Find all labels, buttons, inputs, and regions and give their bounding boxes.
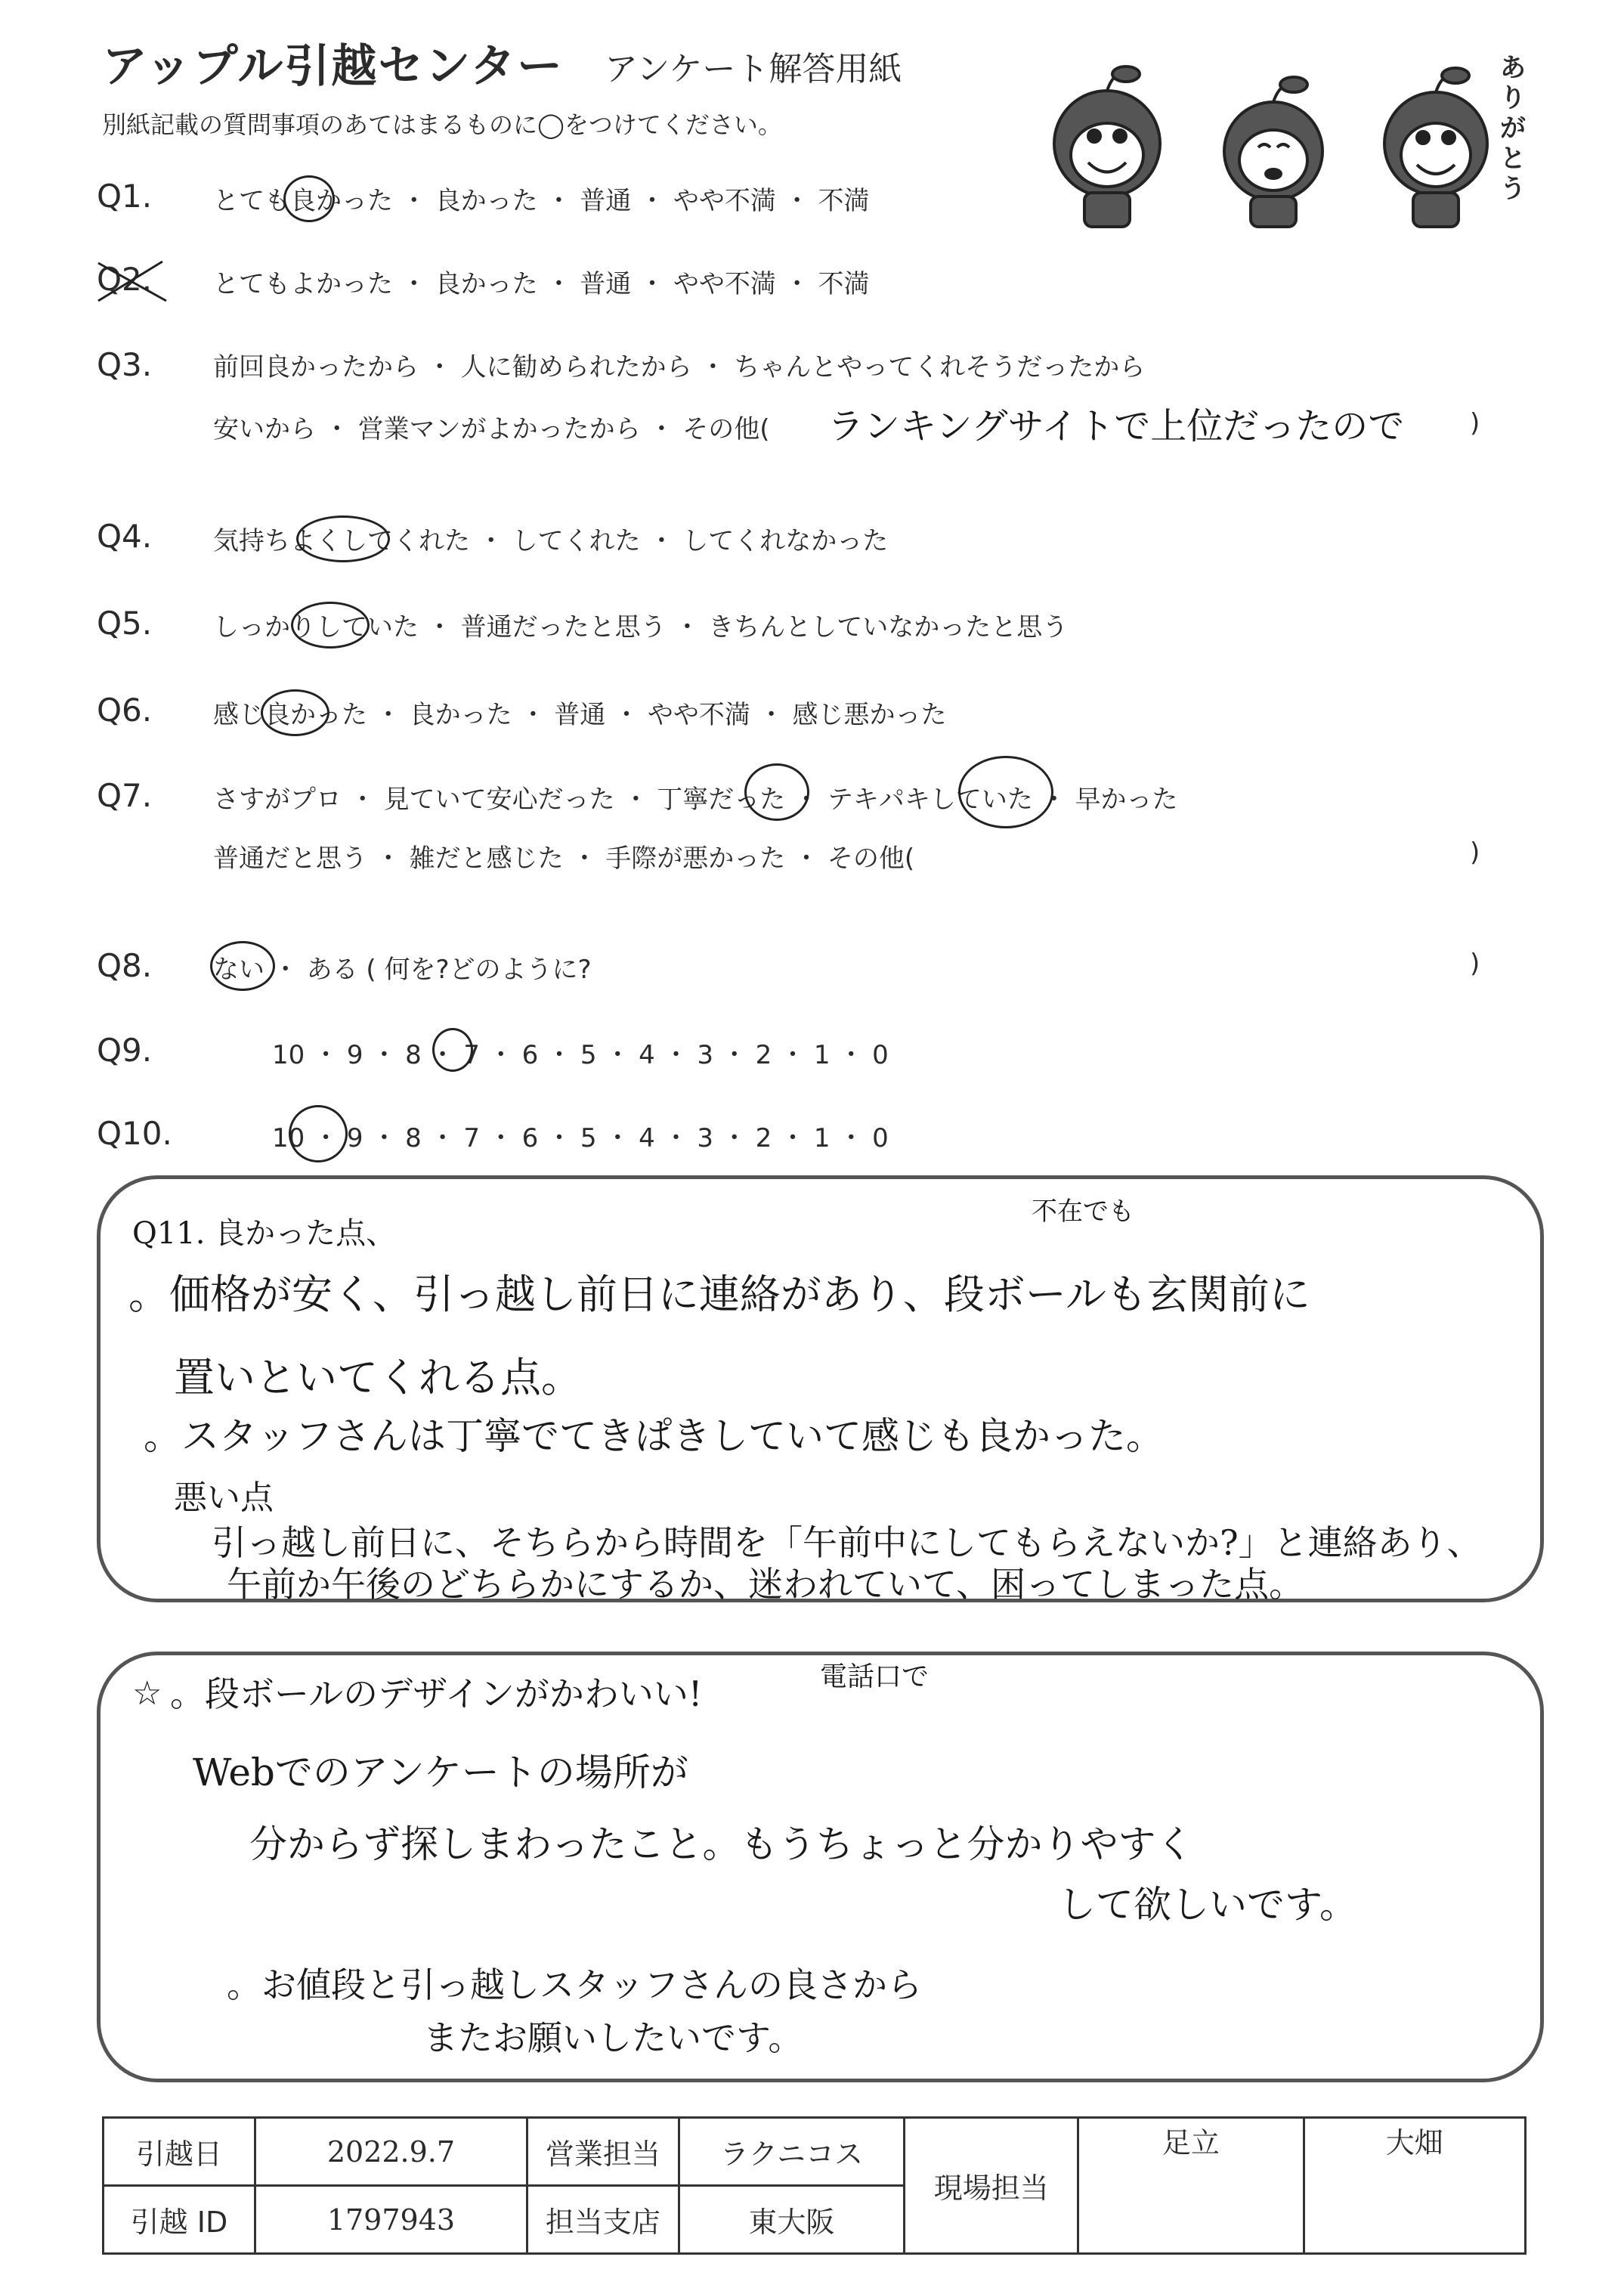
q9-answer-circle (432, 1028, 473, 1072)
branch-value: 東大阪 (679, 2186, 904, 2254)
form-title: アップル引越センター (102, 40, 564, 93)
instruction-text: 別紙記載の質問事項のあてはまるものに◯をつけてください。 (102, 110, 782, 139)
comment-insert-note: 電話口で (820, 1661, 930, 1692)
q4-answer-circle (296, 515, 390, 562)
mascot-caption: ありがとう (1500, 53, 1526, 204)
mascot-2-icon (1224, 77, 1322, 227)
q2-label: Q2. (97, 261, 153, 298)
sales-value: ラクニコス (679, 2118, 904, 2186)
q11-label: Q11. 良かった点、 (132, 1216, 397, 1251)
site-label: 現場担当 (905, 2118, 1078, 2254)
comment-line-6: またお願いしたいです。 (423, 2017, 803, 2058)
comment-line-2: Webでのアンケートの場所が (193, 1751, 688, 1794)
q10-scale: 10 ・ 9 ・ 8 ・ 7 ・ 6 ・ 5 ・ 4 ・ 3 ・ 2 ・ 1 ・ 0 (272, 1123, 889, 1153)
sales-label: 営業担当 (527, 2118, 679, 2186)
q9-label: Q9. (97, 1032, 153, 1069)
q11-line-5: 引っ越し前日に、そちらから時間を「午前中にしてもらえないか?」と連絡あり、 (212, 1522, 1482, 1563)
q2-options: とてもよかった ・ 良かった ・ 普通 ・ やや不満 ・ 不満 (213, 269, 870, 299)
moving-id-label: 引越 ID (104, 2186, 255, 2254)
moving-date-value: 2022.9.7 (255, 2118, 527, 2186)
comment-line-5: 。お値段と引っ越しスタッフさんの良さから (227, 1964, 922, 2005)
q11-line-3: 。スタッフさんは丁寧でてきぱきしていて感じも良かった。 (144, 1414, 1164, 1458)
q6-answer-circle (261, 689, 329, 736)
q7-close-paren: ) (1470, 837, 1480, 868)
q1-label: Q1. (97, 178, 153, 215)
q8-label: Q8. (97, 947, 153, 984)
q3-label: Q3. (97, 346, 153, 383)
q7-answer-circle-1 (744, 763, 809, 821)
q3-options-line1: 前回良かったから ・ 人に勧められたから ・ ちゃんとやってくれそうだったから (213, 352, 1146, 382)
q11-line-2: 置いといてくれる点。 (174, 1354, 582, 1401)
moving-id-value: 1797943 (255, 2186, 527, 2254)
site-staff-1: 足立 (1078, 2118, 1304, 2254)
q11-insert-note: 不在でも (1032, 1197, 1134, 1227)
q10-answer-circle (289, 1105, 348, 1162)
q6-options: 感じ良かった ・ 良かった ・ 普通 ・ やや不満 ・ 感じ悪かった (213, 700, 947, 730)
site-staff-2: 大畑 (1304, 2118, 1525, 2254)
q6-label: Q6. (97, 692, 153, 729)
q5-answer-circle (291, 602, 370, 649)
star-mark: ☆ (132, 1674, 162, 1713)
q2-strike-mark (91, 255, 174, 308)
branch-label: 担当支店 (527, 2186, 679, 2254)
q8-answer-circle (210, 941, 275, 991)
q7-options-line1: さすがプロ ・ 見ていて安心だった ・ 丁寧だった ・ テキパキしていた ・ 早かった (213, 785, 1178, 815)
q11-line-1: 。価格が安く、引っ越し前日に連絡があり、段ボールも玄関前に (128, 1271, 1310, 1318)
q9-scale: 10 ・ 9 ・ 8 ・ 7 ・ 6 ・ 5 ・ 4 ・ 3 ・ 2 ・ 1 ・ 0 (272, 1040, 889, 1070)
comment-line-3: 分からず探しまわったこと。もうちょっと分かりやすく (249, 1822, 1194, 1866)
q3-other-answer: ランキングサイトで上位だったので (827, 405, 1405, 447)
q4-options: 気持ちよくしてくれた ・ してくれた ・ してくれなかった (213, 526, 889, 556)
q3-options-line2: 安いから ・ 営業マンがよかったから ・ その他( (213, 414, 770, 444)
q7-options-line2: 普通だと思う ・ 雑だと感じた ・ 手際が悪かった ・ その他( (213, 844, 915, 874)
q4-label: Q4. (97, 518, 153, 555)
q10-label: Q10. (97, 1115, 172, 1152)
footer-table (102, 2116, 1527, 2255)
comment-line-4: して欲しいです。 (1058, 1883, 1357, 1927)
q7-answer-circle-2 (958, 756, 1053, 828)
q1-options: とても良かった ・ 良かった ・ 普通 ・ やや不満 ・ 不満 (213, 186, 870, 216)
form-subtitle: アンケート解答用紙 (605, 50, 902, 88)
mascot-illustration (1028, 38, 1527, 234)
q3-close-paren: ) (1470, 408, 1480, 438)
mascot-1-icon (1054, 67, 1160, 227)
q5-label: Q5. (97, 605, 153, 642)
q1-answer-circle (283, 175, 335, 222)
mascot-3-icon (1384, 68, 1487, 227)
q11-line-4: 悪い点 (174, 1478, 274, 1517)
q5-options: しっかりしていた ・ 普通だったと思う ・ きちんとしていなかったと思う (213, 612, 1069, 642)
q11-line-6: 午前か午後のどちらかにするか、迷われていて、困ってしまった点。 (227, 1564, 1304, 1605)
q7-label: Q7. (97, 777, 153, 814)
comment-line-1: 。段ボールのデザインがかわいい! (170, 1673, 703, 1714)
moving-date-label: 引越日 (104, 2118, 255, 2186)
q8-options: ない ・ ある ( 何を?どのように? (213, 955, 592, 985)
q8-close-paren: ) (1470, 949, 1480, 979)
